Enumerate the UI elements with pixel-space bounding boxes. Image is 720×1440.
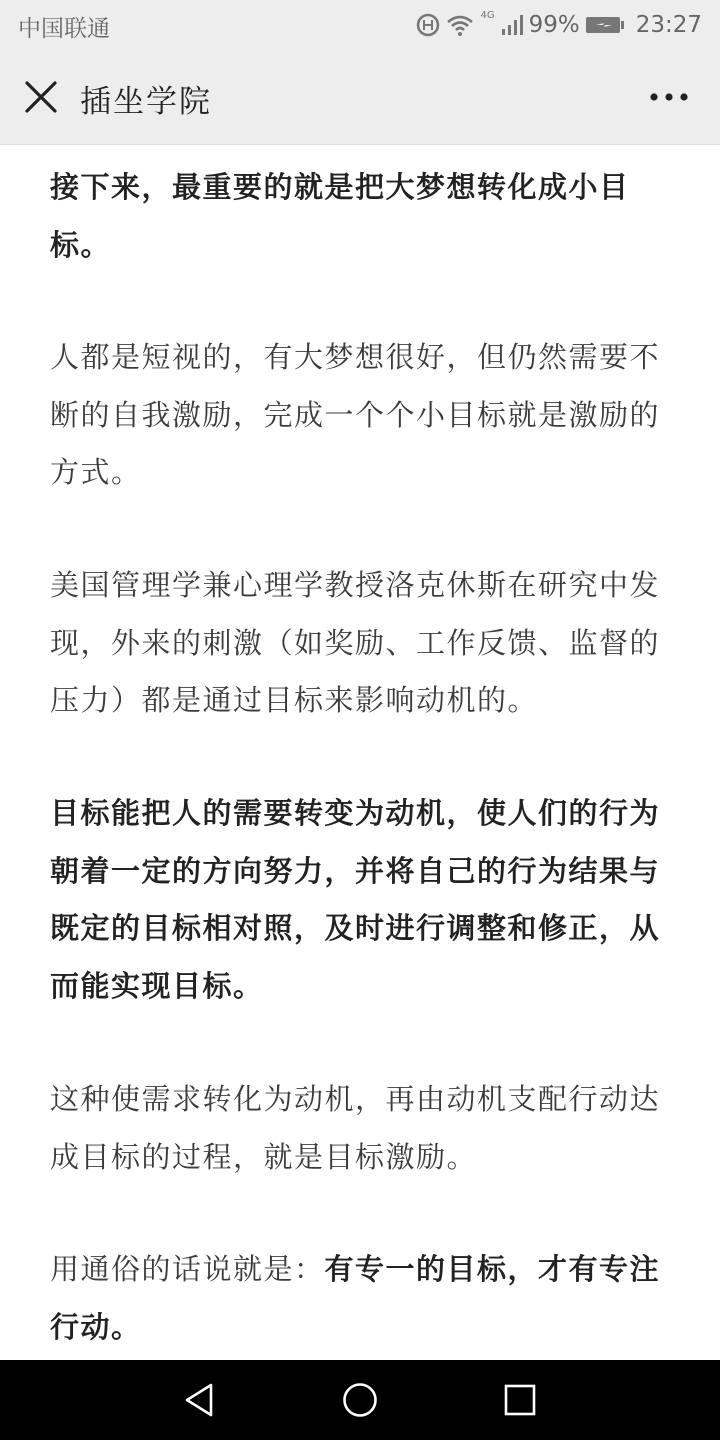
page-title: 插坐学院: [80, 84, 212, 120]
recent-apps-button[interactable]: [500, 1380, 540, 1420]
status-bar: [0, 0, 720, 50]
home-button[interactable]: [340, 1380, 380, 1420]
clock: 23:27: [635, 12, 702, 38]
paragraph-1: 接下来，最重要的就是把大梦想转化成小目标。: [50, 170, 630, 262]
carrier-label: 中国联通: [18, 16, 110, 42]
battery-charging-icon: [586, 17, 624, 33]
recent-apps-square-icon: [500, 1380, 540, 1420]
system-navigation-bar: [0, 1360, 720, 1440]
title-bar: [0, 50, 720, 145]
status-indicators: [416, 0, 702, 50]
more-button[interactable]: [648, 86, 690, 108]
back-button[interactable]: [180, 1380, 220, 1420]
back-triangle-icon: [180, 1380, 220, 1420]
home-circle-icon: [340, 1380, 380, 1420]
paragraph-6-emphasis: 有专一的目标，才有专注行动。: [50, 1252, 661, 1344]
wifi-icon: [446, 13, 474, 37]
close-button[interactable]: [22, 78, 62, 118]
paragraph-6-prefix: 用通俗的话说就是：: [50, 1252, 325, 1286]
signal-icon: [501, 14, 523, 36]
article-body[interactable]: [50, 144, 672, 1360]
paragraph-6: [50, 1241, 672, 1356]
close-icon: [22, 78, 62, 118]
paragraph-4: 目标能把人的需要转变为动机，使人们的行为朝着一定的方向努力，并将自己的行为结果与既定的目标相对照，及时进行调整和修正，从而能实现目标。: [50, 796, 661, 1003]
more-icon: [648, 86, 690, 108]
paragraph-5: 这种使需求转化为动机，再由动机支配行动达成目标的过程，就是目标激励。: [50, 1082, 661, 1174]
battery-percent: 99%: [528, 12, 580, 38]
network-type-label: 4G: [480, 10, 495, 21]
paragraph-3: 美国管理学兼心理学教授洛克休斯在研究中发现，外来的刺激（如奖励、工作反馈、监督的压力）都是通过目标来影响动机的。: [50, 568, 661, 717]
paragraph-2: 人都是短视的，有大梦想很好，但仍然需要不断的自我激励，完成一个个小目标就是激励的方式。: [50, 340, 661, 489]
hd-call-icon: [416, 13, 440, 37]
